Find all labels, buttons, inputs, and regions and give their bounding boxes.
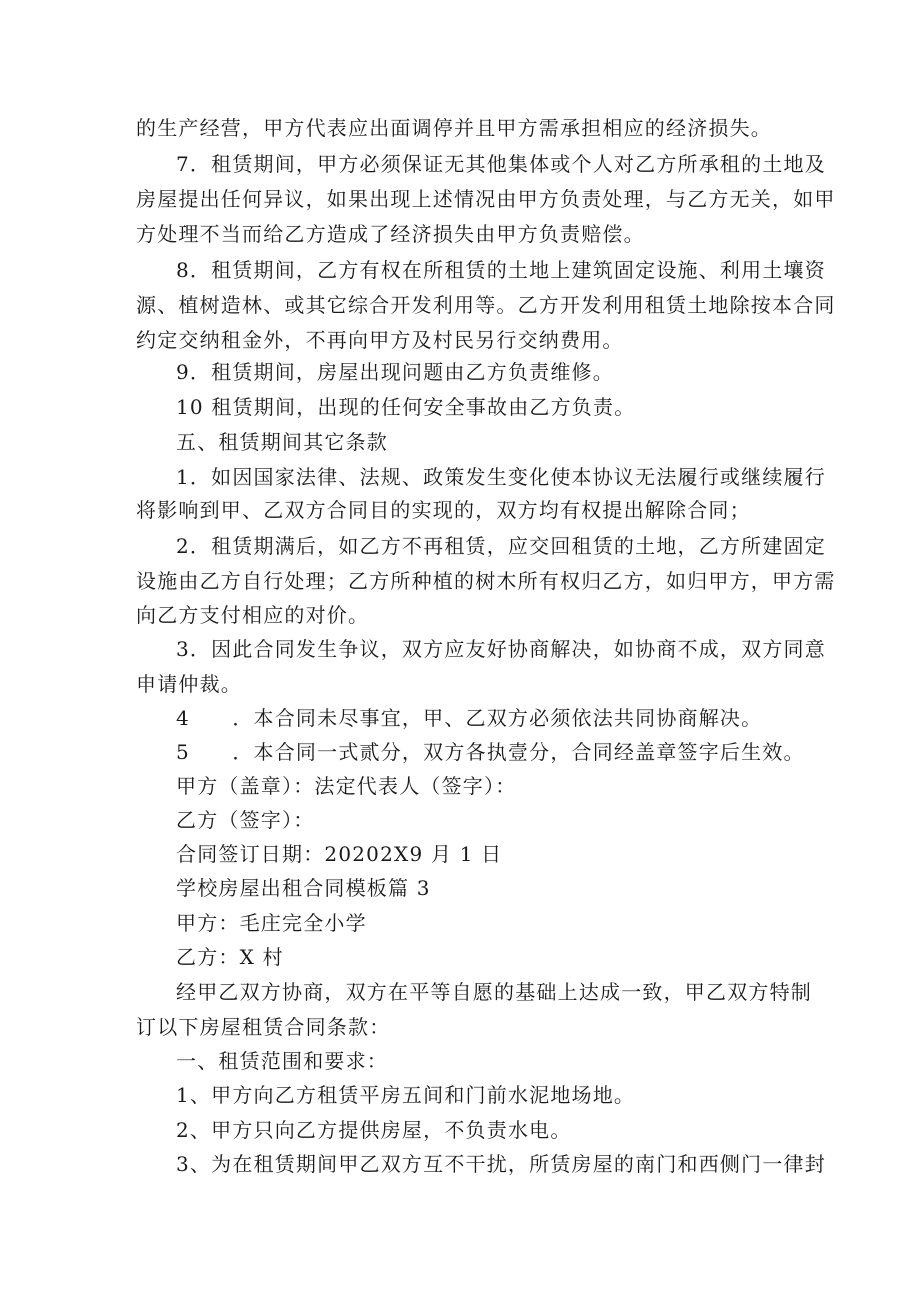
party-b: 乙方：X 村 xyxy=(176,945,284,969)
clause-8-line: 8．租赁期间，乙方有权在所租赁的土地上建筑固定设施、利用土壤资 xyxy=(176,258,826,282)
signature-party-b: 乙方（签字）： xyxy=(176,808,315,832)
signature-party-a: 甲方（盖章）：法定代表人（签字）： xyxy=(176,774,517,798)
term-3-line: 3、为在租赁期间甲乙双方互不干扰，所赁房屋的南门和西侧门一律封 xyxy=(176,1152,826,1176)
section-heading: 一、租赁范围和要求： xyxy=(176,1049,388,1073)
party-a: 甲方：毛庄完全小学 xyxy=(176,911,367,935)
clause-5-line: 5 ．本合同一式贰分，双方各执壹分，合同经盖章签字后生效。 xyxy=(176,740,805,764)
paragraph-line: 申请仲裁。 xyxy=(136,672,242,696)
paragraph-line: 将影响到甲、乙双方合同目的实现的，双方均有权提出解除合同； xyxy=(136,498,751,522)
paragraph-line: 向乙方支付相应的对价。 xyxy=(136,603,370,627)
paragraph-line: 设施由乙方自行处理；乙方所种植的树木所有权归乙方，如归甲方，甲方需 xyxy=(136,569,836,593)
document-title: 学校房屋出租合同模板篇 3 xyxy=(176,876,431,900)
intro-line: 经甲乙双方协商，双方在平等自愿的基础上达成一致，甲乙双方特制 xyxy=(176,980,812,1004)
clause-3-line: 3．因此合同发生争议，双方应友好协商解决，如协商不成，双方同意 xyxy=(176,637,826,661)
paragraph-line: 方处理不当而给乙方造成了经济损失由甲方负责赔偿。 xyxy=(136,222,645,246)
paragraph-line: 的生产经营，甲方代表应出面调停并且甲方需承担相应的经济损失。 xyxy=(136,116,772,140)
clause-9-line: 9．租赁期间，房屋出现问题由乙方负责维修。 xyxy=(176,360,614,384)
term-1-line: 1、甲方向乙方租赁平房五间和门前水泥地场地。 xyxy=(176,1083,636,1107)
term-2-line: 2、甲方只向乙方提供房屋，不负责水电。 xyxy=(176,1118,572,1142)
clause-4-line: 4 ．本合同未尽事宜，甲、乙双方必须依法共同协商解决。 xyxy=(176,706,763,730)
clause-10-line: 10 租赁期间，出现的任何安全事故由乙方负责。 xyxy=(176,395,636,419)
paragraph-line: 源、植树造林、或其它综合开发利用等。乙方开发利用租赁土地除按本合同 xyxy=(136,293,836,317)
paragraph-line: 订以下房屋租赁合同条款： xyxy=(136,1015,391,1039)
paragraph-line: 约定交纳租金外，不再向甲方及村民另行交纳费用。 xyxy=(136,328,624,352)
section-heading: 五、租赁期间其它条款 xyxy=(176,430,388,454)
paragraph-line: 房屋提出任何异议，如果出现上述情况由甲方负责处理，与乙方无关，如甲 xyxy=(136,187,836,211)
clause-7-line: 7．租赁期间，甲方必须保证无其他集体或个人对乙方所承租的土地及 xyxy=(176,152,826,176)
signing-date: 合同签订日期：20202X9 月 1 日 xyxy=(176,842,503,866)
clause-1-line: 1．如因国家法律、法规、政策发生变化使本协议无法履行或继续履行 xyxy=(176,465,826,489)
clause-2-line: 2．租赁期满后，如乙方不再租赁，应交回租赁的土地，乙方所建固定 xyxy=(176,534,826,558)
